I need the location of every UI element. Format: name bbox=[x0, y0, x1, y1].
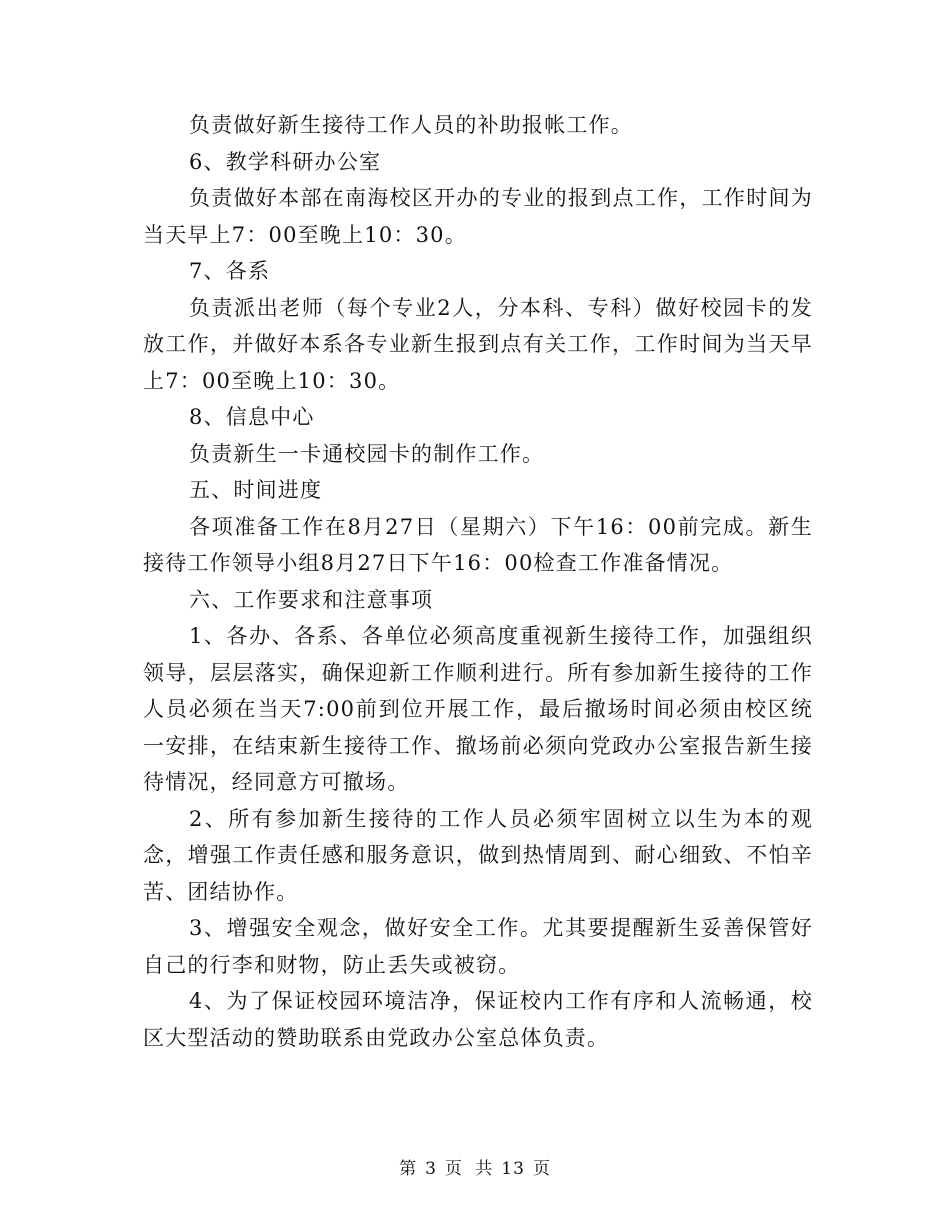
footer-prefix: 第 bbox=[399, 1159, 418, 1179]
paragraph: 3、增强安全观念，做好安全工作。尤其要提醒新生妥善保管好自己的行李和财物，防止丢失或被窃。 bbox=[143, 916, 813, 977]
section-heading: 六、工作要求和注意事项 bbox=[189, 587, 434, 612]
section-heading: 7、各系 bbox=[189, 259, 271, 283]
document-body bbox=[143, 107, 813, 1056]
paragraph: 各项准备工作在8月27日（星期六）下午16：00前完成。新生接待工作领导小组8月27日下午16：00检查工作准备情况。 bbox=[143, 514, 813, 575]
paragraph: 负责新生一卡通校园卡的制作工作。 bbox=[189, 441, 545, 466]
paragraph: 1、各办、各系、各单位必须高度重视新生接待工作，加强组织领导，层层落实，确保迎新工作顺利进行。所有参加新生接待的工作人员必须在当天7:00前到位开展工作，最后撤场时间必须由校区统一安排，在结束新生接待工作、撤场前必须向党政办公室报告新生接待情况，经同意方可撤场。 bbox=[143, 624, 813, 794]
paragraph: 负责派出老师（每个专业2人，分本科、专科）做好校园卡的发放工作，并做好本系各专业新生报到点有关工作，工作时间为当天早上7：00至晚上10：30。 bbox=[143, 295, 813, 393]
footer-middle: 页 共 bbox=[444, 1159, 494, 1179]
footer-page-number: 3 bbox=[425, 1159, 437, 1179]
paragraph: 2、所有参加新生接待的工作人员必须牢固树立以生为本的观念，增强工作责任感和服务意识，做到热情周到、耐心细致、不怕辛苦、团结协作。 bbox=[143, 806, 813, 904]
section-heading: 五、时间进度 bbox=[189, 478, 323, 502]
paragraph: 4、为了保证校园环境洁净，保证校内工作有序和人流畅通，校区大型活动的赞助联系由党政办公室总体负责。 bbox=[143, 989, 813, 1050]
section-heading: 6、教学科研办公室 bbox=[189, 149, 382, 174]
footer-total-pages: 13 bbox=[501, 1159, 525, 1179]
paragraph: 负责做好新生接待工作人员的补助报帐工作。 bbox=[189, 113, 633, 137]
paragraph: 负责做好本部在南海校区开办的专业的报到点工作，工作时间为当天早上7：00至晚上10：30。 bbox=[143, 186, 813, 247]
page-footer bbox=[0, 1154, 950, 1179]
footer-suffix: 页 bbox=[532, 1159, 551, 1179]
section-heading: 8、信息中心 bbox=[189, 405, 315, 429]
